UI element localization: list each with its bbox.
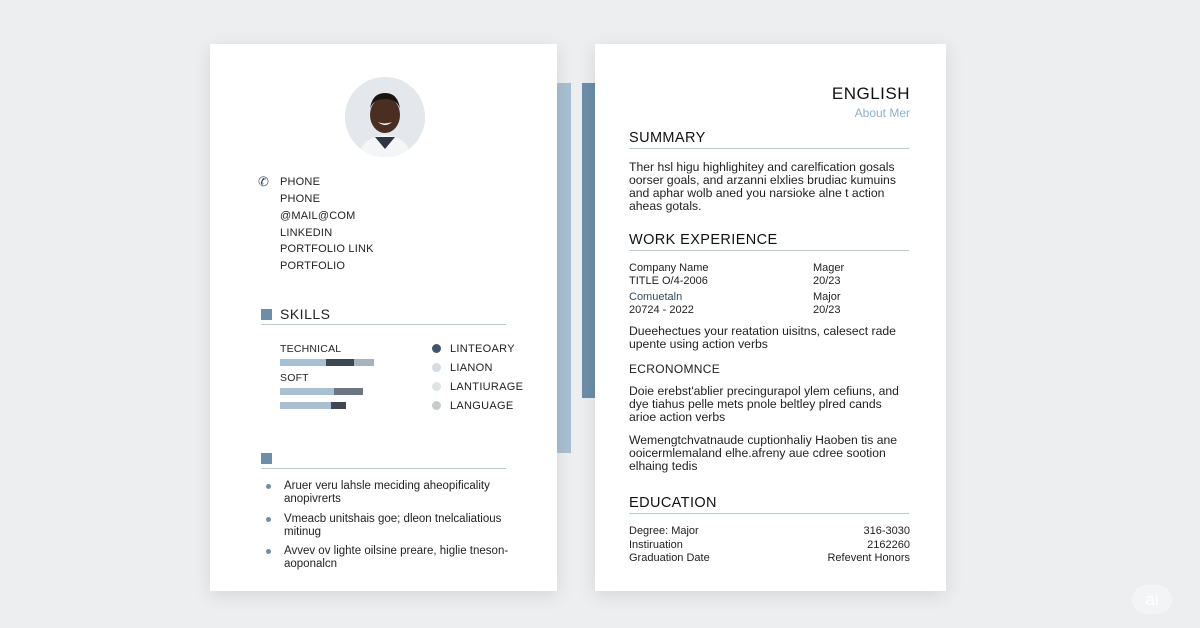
job-role: Mager [813,262,845,274]
job-date: 20/23 [813,275,841,287]
profile-photo [345,77,425,157]
job-date: 20/23 [813,304,841,316]
education-institution: Instiruation [629,539,683,551]
skill-bar [280,359,326,366]
divider [629,513,909,514]
education-graduation: Graduation Date [629,552,710,564]
bullet-icon [266,549,271,554]
avatar [345,77,425,157]
contact-phone-2: PHONE [280,193,321,205]
skills-title: SKILLS [280,306,331,322]
bullet-icon [266,484,271,489]
skill-group-label: SOFT [280,372,309,384]
language-dot [432,401,441,410]
education-value: 316-3030 [863,525,910,537]
job-role: Major [813,291,841,303]
education-degree: Degree: Major [629,525,699,537]
language-dot [432,344,441,353]
job-title: TITLE O/4-2006 [629,275,708,287]
phone-icon: ✆ [258,174,269,189]
skill-bar [331,402,346,409]
divider [629,250,909,251]
section-marker-icon [261,453,272,464]
resume-right-page [595,44,946,591]
language-dot [432,382,441,391]
contact-portfolio[interactable]: PORTFOLIO [280,260,346,272]
economy-text-2: Wemengtchvatnaude cuptionhaliy Haoben tis ane ooicermlemaland elhe.afreny aue cdree sootion elhaing tedis [629,433,898,473]
skill-bar [354,359,374,366]
resume-left-page [210,44,557,591]
language-dot [432,363,441,372]
job-company: Comuetaln [629,291,683,303]
ai-badge: ai [1132,585,1172,614]
economy-text: Doie erebst'ablier precingurapol ylem cefiuns, and dye tiahus pelle mets pnole beltley plred cands arioe action verbs [629,384,899,424]
bullet-icon [266,517,271,522]
contact-phone: PHONE [280,176,321,188]
education-value: 2162260 [867,539,910,551]
summary-title: SUMMARY [629,130,706,146]
divider [629,148,909,149]
summary-text: Ther hsl higu highlighitey and carelfication gosals oorser goals, and arzanni elxlies brudiac kumuins and aphar wolb aned you narsioke alne t action aheas gotals. [629,160,896,213]
decorative-accent-bar [557,83,571,453]
name-subtitle: About Mer [854,106,910,120]
contact-portfolio-link[interactable]: PORTFOLIO LINK [280,243,374,255]
language-item: LANTIURAGE [450,381,524,393]
list-item: Aruer veru lahsle meciding aheopificality anopivrerts [284,480,490,505]
skill-bar [280,402,331,409]
skill-bar [280,388,334,395]
education-honors: Refevent Honors [827,552,910,564]
name-heading: ENGLISH [831,84,910,103]
skill-bar [334,388,363,395]
list-item: Vmeacb unitshais goe; dleon tnelcaliatious mitinug [284,513,502,538]
language-item: LANGUAGE [450,400,514,412]
section-marker-icon [261,309,272,320]
contact-linkedin[interactable]: LINKEDIN [280,227,333,239]
language-item: LIANON [450,362,493,374]
skill-bar [326,359,354,366]
contact-email[interactable]: @MAIL@COM [280,210,356,222]
skill-group-label: TECHNICAL [280,343,342,355]
divider [261,468,506,469]
economy-title: ECRONOMNCE [629,362,721,376]
decorative-accent-bar-dark [582,83,595,398]
work-experience-title: WORK EXPERIENCE [629,232,778,248]
education-title: EDUCATION [629,495,717,511]
language-item: LINTEOARY [450,343,515,355]
work-description: Dueehectues your reatation uisitns, calesect rade upente using action verbs [629,324,896,351]
divider [261,324,506,325]
job-company: Company Name [629,262,709,274]
job-title: 20724 - 2022 [629,304,694,316]
list-item: Avvev ov lighte oilsine preare, higlie tneson- aoponalcn [284,545,509,570]
